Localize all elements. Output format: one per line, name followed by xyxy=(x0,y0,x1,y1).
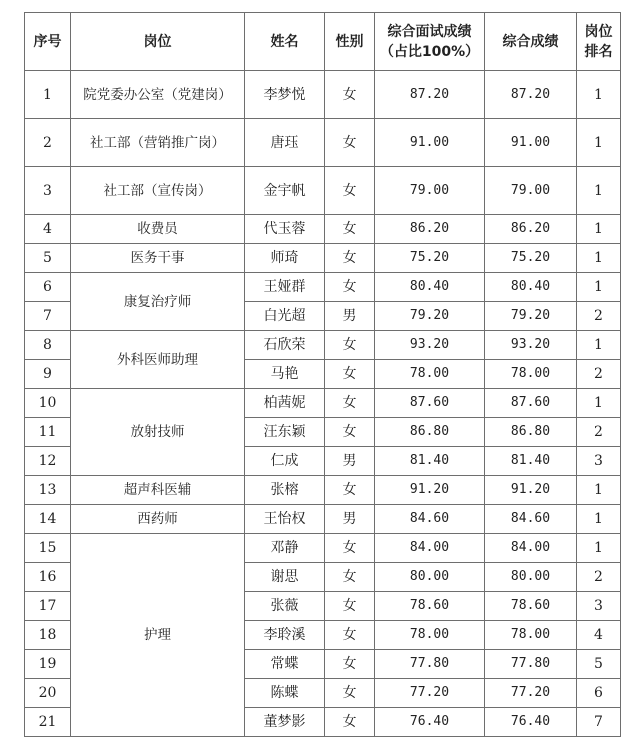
cell-interview-score: 91.20 xyxy=(375,476,485,505)
cell-rank: 1 xyxy=(577,71,621,119)
cell-interview-score: 84.00 xyxy=(375,534,485,563)
table-row xyxy=(25,244,621,273)
cell-interview-score: 75.20 xyxy=(375,244,485,273)
cell-gender: 女 xyxy=(325,650,375,679)
cell-name: 王娅群 xyxy=(245,273,325,302)
cell-rank: 7 xyxy=(577,708,621,737)
cell-interview-score: 87.20 xyxy=(375,71,485,119)
cell-interview-score: 93.20 xyxy=(375,331,485,360)
header-position: 岗位 xyxy=(71,13,245,71)
cell-interview-score: 78.00 xyxy=(375,621,485,650)
cell-rank: 1 xyxy=(577,389,621,418)
cell-total-score: 86.80 xyxy=(485,418,577,447)
cell-seq: 9 xyxy=(25,360,71,389)
cell-seq: 15 xyxy=(25,534,71,563)
cell-total-score: 77.80 xyxy=(485,650,577,679)
cell-total-score: 91.00 xyxy=(485,119,577,167)
cell-rank: 1 xyxy=(577,119,621,167)
cell-gender: 女 xyxy=(325,215,375,244)
cell-seq: 13 xyxy=(25,476,71,505)
cell-name: 李聆溪 xyxy=(245,621,325,650)
cell-position: 放射技师 xyxy=(71,389,245,476)
cell-position: 外科医师助理 xyxy=(71,331,245,389)
cell-total-score: 81.40 xyxy=(485,447,577,476)
header-total: 综合成绩 xyxy=(485,13,577,71)
cell-name: 代玉蓉 xyxy=(245,215,325,244)
cell-rank: 2 xyxy=(577,360,621,389)
cell-name: 汪东颖 xyxy=(245,418,325,447)
cell-name: 王怡权 xyxy=(245,505,325,534)
table-body xyxy=(25,71,621,737)
cell-gender: 男 xyxy=(325,505,375,534)
cell-interview-score: 77.20 xyxy=(375,679,485,708)
cell-interview-score: 87.60 xyxy=(375,389,485,418)
cell-name: 金宇帆 xyxy=(245,167,325,215)
cell-rank: 1 xyxy=(577,215,621,244)
cell-rank: 3 xyxy=(577,447,621,476)
header-interview-line1: 综合面试成绩 xyxy=(387,23,472,40)
cell-seq: 11 xyxy=(25,418,71,447)
cell-interview-score: 79.00 xyxy=(375,167,485,215)
cell-gender: 女 xyxy=(325,679,375,708)
cell-name: 常蝶 xyxy=(245,650,325,679)
cell-rank: 1 xyxy=(577,505,621,534)
cell-interview-score: 78.00 xyxy=(375,360,485,389)
cell-gender: 女 xyxy=(325,389,375,418)
header-name: 姓名 xyxy=(245,13,325,71)
cell-seq: 21 xyxy=(25,708,71,737)
header-rank-line2: 排名 xyxy=(584,43,613,60)
cell-interview-score: 81.40 xyxy=(375,447,485,476)
cell-total-score: 84.00 xyxy=(485,534,577,563)
cell-interview-score: 78.60 xyxy=(375,592,485,621)
cell-position: 院党委办公室（党建岗） xyxy=(71,71,245,119)
header-rank-line1: 岗位 xyxy=(584,23,613,40)
results-table xyxy=(24,12,621,737)
cell-interview-score: 86.80 xyxy=(375,418,485,447)
table-row xyxy=(25,273,621,302)
cell-name: 张榕 xyxy=(245,476,325,505)
cell-name: 石欣荣 xyxy=(245,331,325,360)
cell-interview-score: 91.00 xyxy=(375,119,485,167)
cell-position: 社工部（营销推广岗） xyxy=(71,119,245,167)
cell-gender: 女 xyxy=(325,563,375,592)
cell-gender: 女 xyxy=(325,119,375,167)
cell-rank: 6 xyxy=(577,679,621,708)
cell-total-score: 75.20 xyxy=(485,244,577,273)
cell-position: 社工部（宣传岗） xyxy=(71,167,245,215)
cell-seq: 6 xyxy=(25,273,71,302)
cell-gender: 男 xyxy=(325,302,375,331)
cell-rank: 1 xyxy=(577,273,621,302)
cell-total-score: 78.60 xyxy=(485,592,577,621)
cell-rank: 3 xyxy=(577,592,621,621)
cell-seq: 16 xyxy=(25,563,71,592)
cell-interview-score: 76.40 xyxy=(375,708,485,737)
cell-total-score: 80.40 xyxy=(485,273,577,302)
cell-gender: 女 xyxy=(325,418,375,447)
cell-name: 师琦 xyxy=(245,244,325,273)
cell-seq: 18 xyxy=(25,621,71,650)
header-rank xyxy=(577,13,621,71)
cell-seq: 17 xyxy=(25,592,71,621)
cell-gender: 男 xyxy=(325,447,375,476)
cell-total-score: 78.00 xyxy=(485,621,577,650)
cell-rank: 5 xyxy=(577,650,621,679)
cell-rank: 1 xyxy=(577,476,621,505)
table-row xyxy=(25,215,621,244)
cell-rank: 4 xyxy=(577,621,621,650)
cell-gender: 女 xyxy=(325,621,375,650)
cell-total-score: 77.20 xyxy=(485,679,577,708)
header-gender: 性别 xyxy=(325,13,375,71)
cell-total-score: 87.20 xyxy=(485,71,577,119)
cell-total-score: 91.20 xyxy=(485,476,577,505)
header-seq: 序号 xyxy=(25,13,71,71)
cell-gender: 女 xyxy=(325,167,375,215)
cell-interview-score: 80.40 xyxy=(375,273,485,302)
table-row xyxy=(25,331,621,360)
table-row xyxy=(25,534,621,563)
cell-rank: 2 xyxy=(577,302,621,331)
cell-name: 李梦悦 xyxy=(245,71,325,119)
cell-seq: 3 xyxy=(25,167,71,215)
cell-gender: 女 xyxy=(325,71,375,119)
cell-seq: 10 xyxy=(25,389,71,418)
cell-name: 谢思 xyxy=(245,563,325,592)
cell-position: 护理 xyxy=(71,534,245,737)
cell-name: 张薇 xyxy=(245,592,325,621)
cell-position: 医务干事 xyxy=(71,244,245,273)
cell-gender: 女 xyxy=(325,273,375,302)
cell-name: 陈蝶 xyxy=(245,679,325,708)
cell-interview-score: 79.20 xyxy=(375,302,485,331)
cell-interview-score: 84.60 xyxy=(375,505,485,534)
header-row xyxy=(25,13,621,71)
header-interview xyxy=(375,13,485,71)
table-row xyxy=(25,119,621,167)
cell-seq: 14 xyxy=(25,505,71,534)
header-interview-line2: （占比100%） xyxy=(379,43,480,60)
cell-gender: 女 xyxy=(325,708,375,737)
table-row xyxy=(25,476,621,505)
table-row xyxy=(25,71,621,119)
cell-total-score: 93.20 xyxy=(485,331,577,360)
cell-total-score: 79.00 xyxy=(485,167,577,215)
cell-seq: 20 xyxy=(25,679,71,708)
cell-total-score: 84.60 xyxy=(485,505,577,534)
cell-gender: 女 xyxy=(325,476,375,505)
cell-name: 仁成 xyxy=(245,447,325,476)
cell-rank: 1 xyxy=(577,534,621,563)
cell-seq: 4 xyxy=(25,215,71,244)
cell-position: 西药师 xyxy=(71,505,245,534)
cell-total-score: 76.40 xyxy=(485,708,577,737)
cell-rank: 1 xyxy=(577,331,621,360)
cell-interview-score: 80.00 xyxy=(375,563,485,592)
cell-rank: 1 xyxy=(577,167,621,215)
cell-seq: 5 xyxy=(25,244,71,273)
cell-seq: 7 xyxy=(25,302,71,331)
cell-position: 超声科医辅 xyxy=(71,476,245,505)
cell-total-score: 87.60 xyxy=(485,389,577,418)
cell-total-score: 80.00 xyxy=(485,563,577,592)
cell-rank: 2 xyxy=(577,563,621,592)
cell-seq: 19 xyxy=(25,650,71,679)
cell-seq: 12 xyxy=(25,447,71,476)
cell-rank: 2 xyxy=(577,418,621,447)
cell-seq: 2 xyxy=(25,119,71,167)
cell-total-score: 78.00 xyxy=(485,360,577,389)
table-row xyxy=(25,167,621,215)
cell-name: 邓静 xyxy=(245,534,325,563)
cell-gender: 女 xyxy=(325,592,375,621)
cell-position: 康复治疗师 xyxy=(71,273,245,331)
cell-name: 白光超 xyxy=(245,302,325,331)
cell-gender: 女 xyxy=(325,534,375,563)
cell-rank: 1 xyxy=(577,244,621,273)
cell-total-score: 79.20 xyxy=(485,302,577,331)
cell-name: 马艳 xyxy=(245,360,325,389)
cell-gender: 女 xyxy=(325,331,375,360)
cell-name: 柏茜妮 xyxy=(245,389,325,418)
cell-total-score: 86.20 xyxy=(485,215,577,244)
cell-position: 收费员 xyxy=(71,215,245,244)
cell-seq: 8 xyxy=(25,331,71,360)
cell-interview-score: 86.20 xyxy=(375,215,485,244)
cell-gender: 女 xyxy=(325,360,375,389)
cell-gender: 女 xyxy=(325,244,375,273)
cell-name: 唐珏 xyxy=(245,119,325,167)
cell-interview-score: 77.80 xyxy=(375,650,485,679)
cell-name: 董梦影 xyxy=(245,708,325,737)
table-row xyxy=(25,505,621,534)
cell-seq: 1 xyxy=(25,71,71,119)
table-row xyxy=(25,389,621,418)
